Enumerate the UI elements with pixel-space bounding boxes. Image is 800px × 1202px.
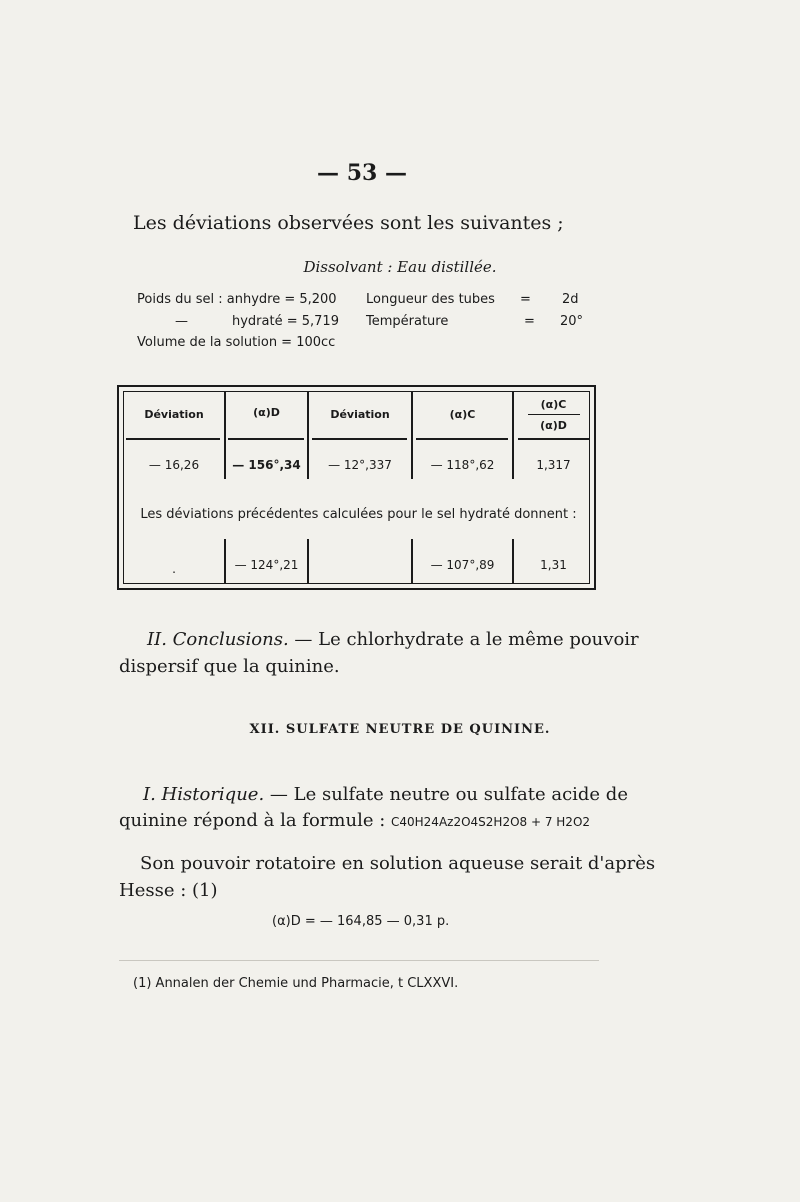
header-ratio-numerator: (α)C	[540, 398, 567, 411]
rotatory-power-equation: (α)D = — 164,85 — 0,31 p.	[272, 914, 450, 929]
header-rule	[126, 438, 220, 440]
table-inner-frame	[123, 391, 590, 584]
conclusions-line-2: dispersif que la quinine.	[119, 656, 340, 677]
table-cell-deviation-2: — 12°,337	[328, 458, 392, 472]
param-weight-anhydrous: Poids du sel : anhydre = 5,200	[137, 292, 337, 307]
param-temperature-label: Température	[366, 314, 449, 329]
section-heading: XII. SULFATE NEUTRE DE QUININE.	[249, 722, 551, 737]
header-rule	[228, 438, 304, 440]
rotatory-power-line-2: Hesse : (1)	[119, 880, 218, 901]
table-note: Les déviations précédentes calculées pour le sel hydraté donnent :	[140, 507, 577, 522]
intro-sentence: Les déviations observées sont les suivantes ;	[133, 212, 564, 234]
header-ratio-denominator: (α)D	[540, 419, 567, 432]
table-col-divider	[307, 539, 309, 584]
page-number: — 53 —	[317, 160, 407, 186]
header-alpha-d: (α)D	[253, 406, 280, 419]
param-tube-length-eq: =	[520, 292, 531, 307]
conclusions-label: II. Conclusions.	[147, 629, 289, 650]
historique-line-2	[119, 810, 590, 831]
header-rule	[518, 438, 590, 440]
historique-formula: C40H24Az2O4S2H2O8 + 7 H2O2	[391, 815, 591, 829]
historique-text: — Le sulfate neutre ou sulfate acide de	[269, 784, 628, 805]
table-cell-deviation-1: — 16,26	[148, 458, 200, 472]
param-tube-length-value: 2d	[562, 292, 579, 307]
header-deviation-1: Déviation	[144, 408, 204, 421]
param-temperature-value: 20°	[560, 314, 584, 329]
param-dash: —	[175, 314, 188, 329]
header-rule	[416, 438, 508, 440]
table-cell-alpha-d-hydrated: — 124°,21	[234, 558, 299, 572]
footnote: (1) Annalen der Chemie und Pharmacie, t CLXXVI.	[133, 976, 459, 991]
rotatory-power-line-1: Son pouvoir rotatoire en solution aqueuse serait d'après	[140, 853, 656, 874]
table-cell-ratio: 1,317	[536, 458, 571, 472]
conclusions-line-1	[147, 629, 639, 650]
param-temperature-eq: =	[524, 314, 535, 329]
header-deviation-2: Déviation	[330, 408, 390, 421]
ratio-fraction-bar	[528, 414, 580, 415]
param-solution-volume: Volume de la solution = 100cc	[137, 335, 336, 350]
conclusions-text: — Le chlorhydrate a le même pouvoir	[294, 629, 639, 650]
table-cell-dot: .	[172, 562, 176, 576]
header-rule	[312, 438, 407, 440]
historique-formula-intro: quinine répond à la formule :	[119, 810, 386, 831]
param-weight-hydrated: hydraté = 5,719	[232, 314, 339, 329]
historique-line-1	[143, 784, 628, 805]
solvent-line: Dissolvant : Eau distillée.	[303, 258, 497, 276]
table-cell-alpha-c: — 118°,62	[430, 458, 495, 472]
param-tube-length-label: Longueur des tubes	[366, 292, 495, 307]
table-cell-ratio-hydrated: 1,31	[540, 558, 567, 572]
header-alpha-c: (α)C	[449, 408, 476, 421]
footnote-rule	[119, 960, 599, 961]
table-cell-alpha-d: — 156°,34	[232, 458, 301, 472]
table-cell-alpha-c-hydrated: — 107°,89	[430, 558, 495, 572]
historique-label: I. Historique.	[143, 784, 265, 805]
deviation-table	[117, 385, 596, 590]
